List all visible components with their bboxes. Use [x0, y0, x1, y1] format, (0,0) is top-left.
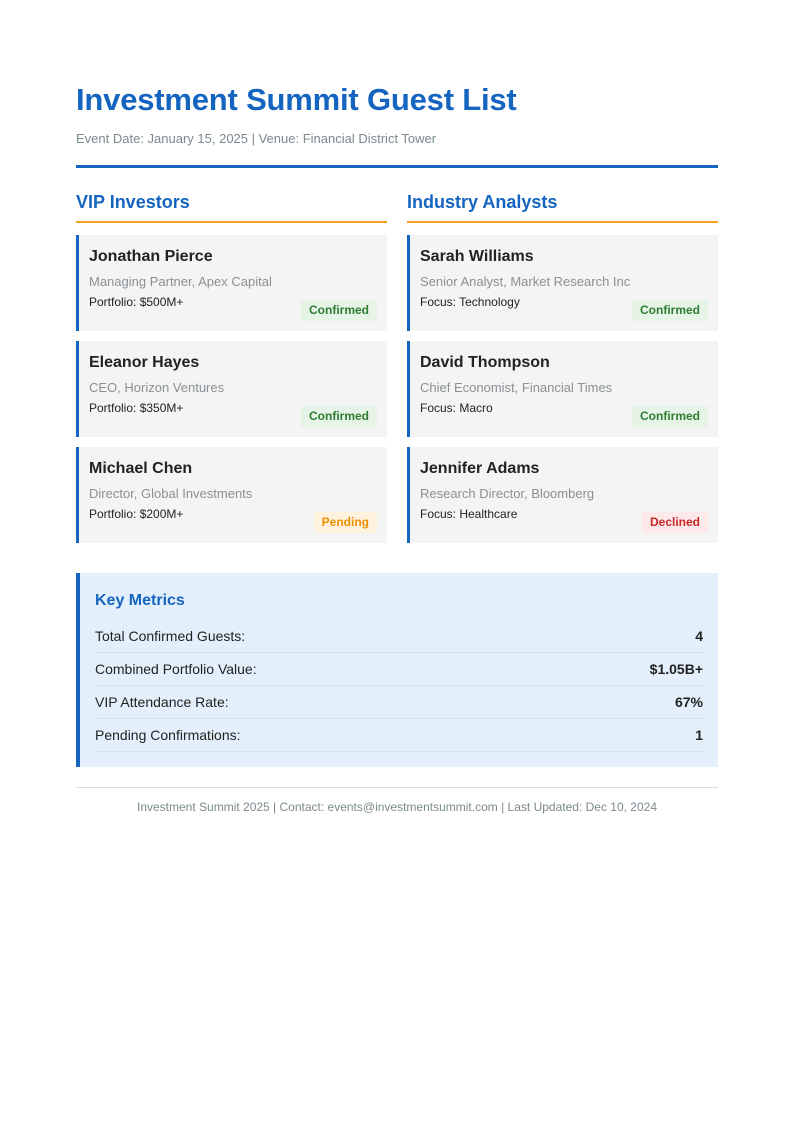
guest-role: Chief Economist, Financial Times [420, 380, 613, 395]
page-header [76, 0, 718, 168]
page-footer: Investment Summit 2025 | Contact: events@investmentsummit.com | Last Updated: Dec 10, 2024 [76, 787, 718, 815]
guest-portfolio: Portfolio: $200M+ [89, 507, 184, 521]
metric-value: 1 [695, 727, 703, 743]
vip-guest-list [76, 235, 387, 543]
guest-card [76, 235, 387, 331]
guest-role: CEO, Horizon Ventures [89, 380, 225, 395]
metric-label: Combined Portfolio Value: [95, 661, 257, 677]
status-badge: Confirmed [632, 406, 708, 427]
status-badge: Confirmed [301, 300, 377, 321]
guest-name: Eleanor Hayes [89, 354, 200, 371]
guest-name: Sarah Williams [420, 248, 534, 265]
industry-analysts-section [407, 191, 718, 553]
guest-role: Director, Global Investments [89, 486, 253, 501]
guest-name: Jennifer Adams [420, 460, 540, 477]
guest-card [407, 341, 718, 437]
guest-portfolio: Portfolio: $500M+ [89, 295, 184, 309]
guest-name: Jonathan Pierce [89, 248, 213, 265]
event-details: Event Date: January 15, 2025 | Venue: Financial District Tower [76, 131, 437, 146]
metrics-title: Key Metrics [95, 592, 185, 609]
guest-role: Research Director, Bloomberg [420, 486, 595, 501]
status-badge: Confirmed [301, 406, 377, 427]
guest-name: Michael Chen [89, 460, 193, 477]
section-title: VIP Investors [76, 191, 387, 223]
guest-portfolio: Portfolio: $350M+ [89, 401, 184, 415]
metric-label: Total Confirmed Guests: [95, 628, 246, 644]
metric-row [95, 719, 703, 752]
guest-focus: Focus: Healthcare [420, 507, 518, 521]
guest-card [76, 341, 387, 437]
key-metrics-panel [76, 573, 718, 767]
section-title: Industry Analysts [407, 191, 718, 223]
metric-label: Pending Confirmations: [95, 727, 241, 743]
guest-columns [76, 191, 718, 553]
status-badge: Confirmed [632, 300, 708, 321]
metric-value: 67% [674, 694, 703, 710]
status-badge: Pending [314, 512, 377, 533]
metric-row [95, 686, 703, 719]
guest-card [407, 447, 718, 543]
guest-role: Senior Analyst, Market Research Inc [420, 274, 631, 289]
guest-name: David Thompson [420, 354, 550, 371]
status-badge: Declined [642, 512, 708, 533]
guest-card [407, 235, 718, 331]
vip-investors-section [76, 191, 387, 553]
guest-focus: Focus: Technology [420, 295, 520, 309]
metric-label: VIP Attendance Rate: [95, 694, 229, 710]
metric-row [95, 620, 703, 653]
metric-value: 4 [695, 628, 703, 644]
page-title: Investment Summit Guest List [76, 82, 517, 117]
guest-role: Managing Partner, Apex Capital [89, 274, 272, 289]
guest-focus: Focus: Macro [420, 401, 493, 415]
metric-value: $1.05B+ [649, 661, 703, 677]
analyst-guest-list [407, 235, 718, 543]
header-divider [76, 165, 718, 168]
guest-card [76, 447, 387, 543]
metric-row [95, 653, 703, 686]
